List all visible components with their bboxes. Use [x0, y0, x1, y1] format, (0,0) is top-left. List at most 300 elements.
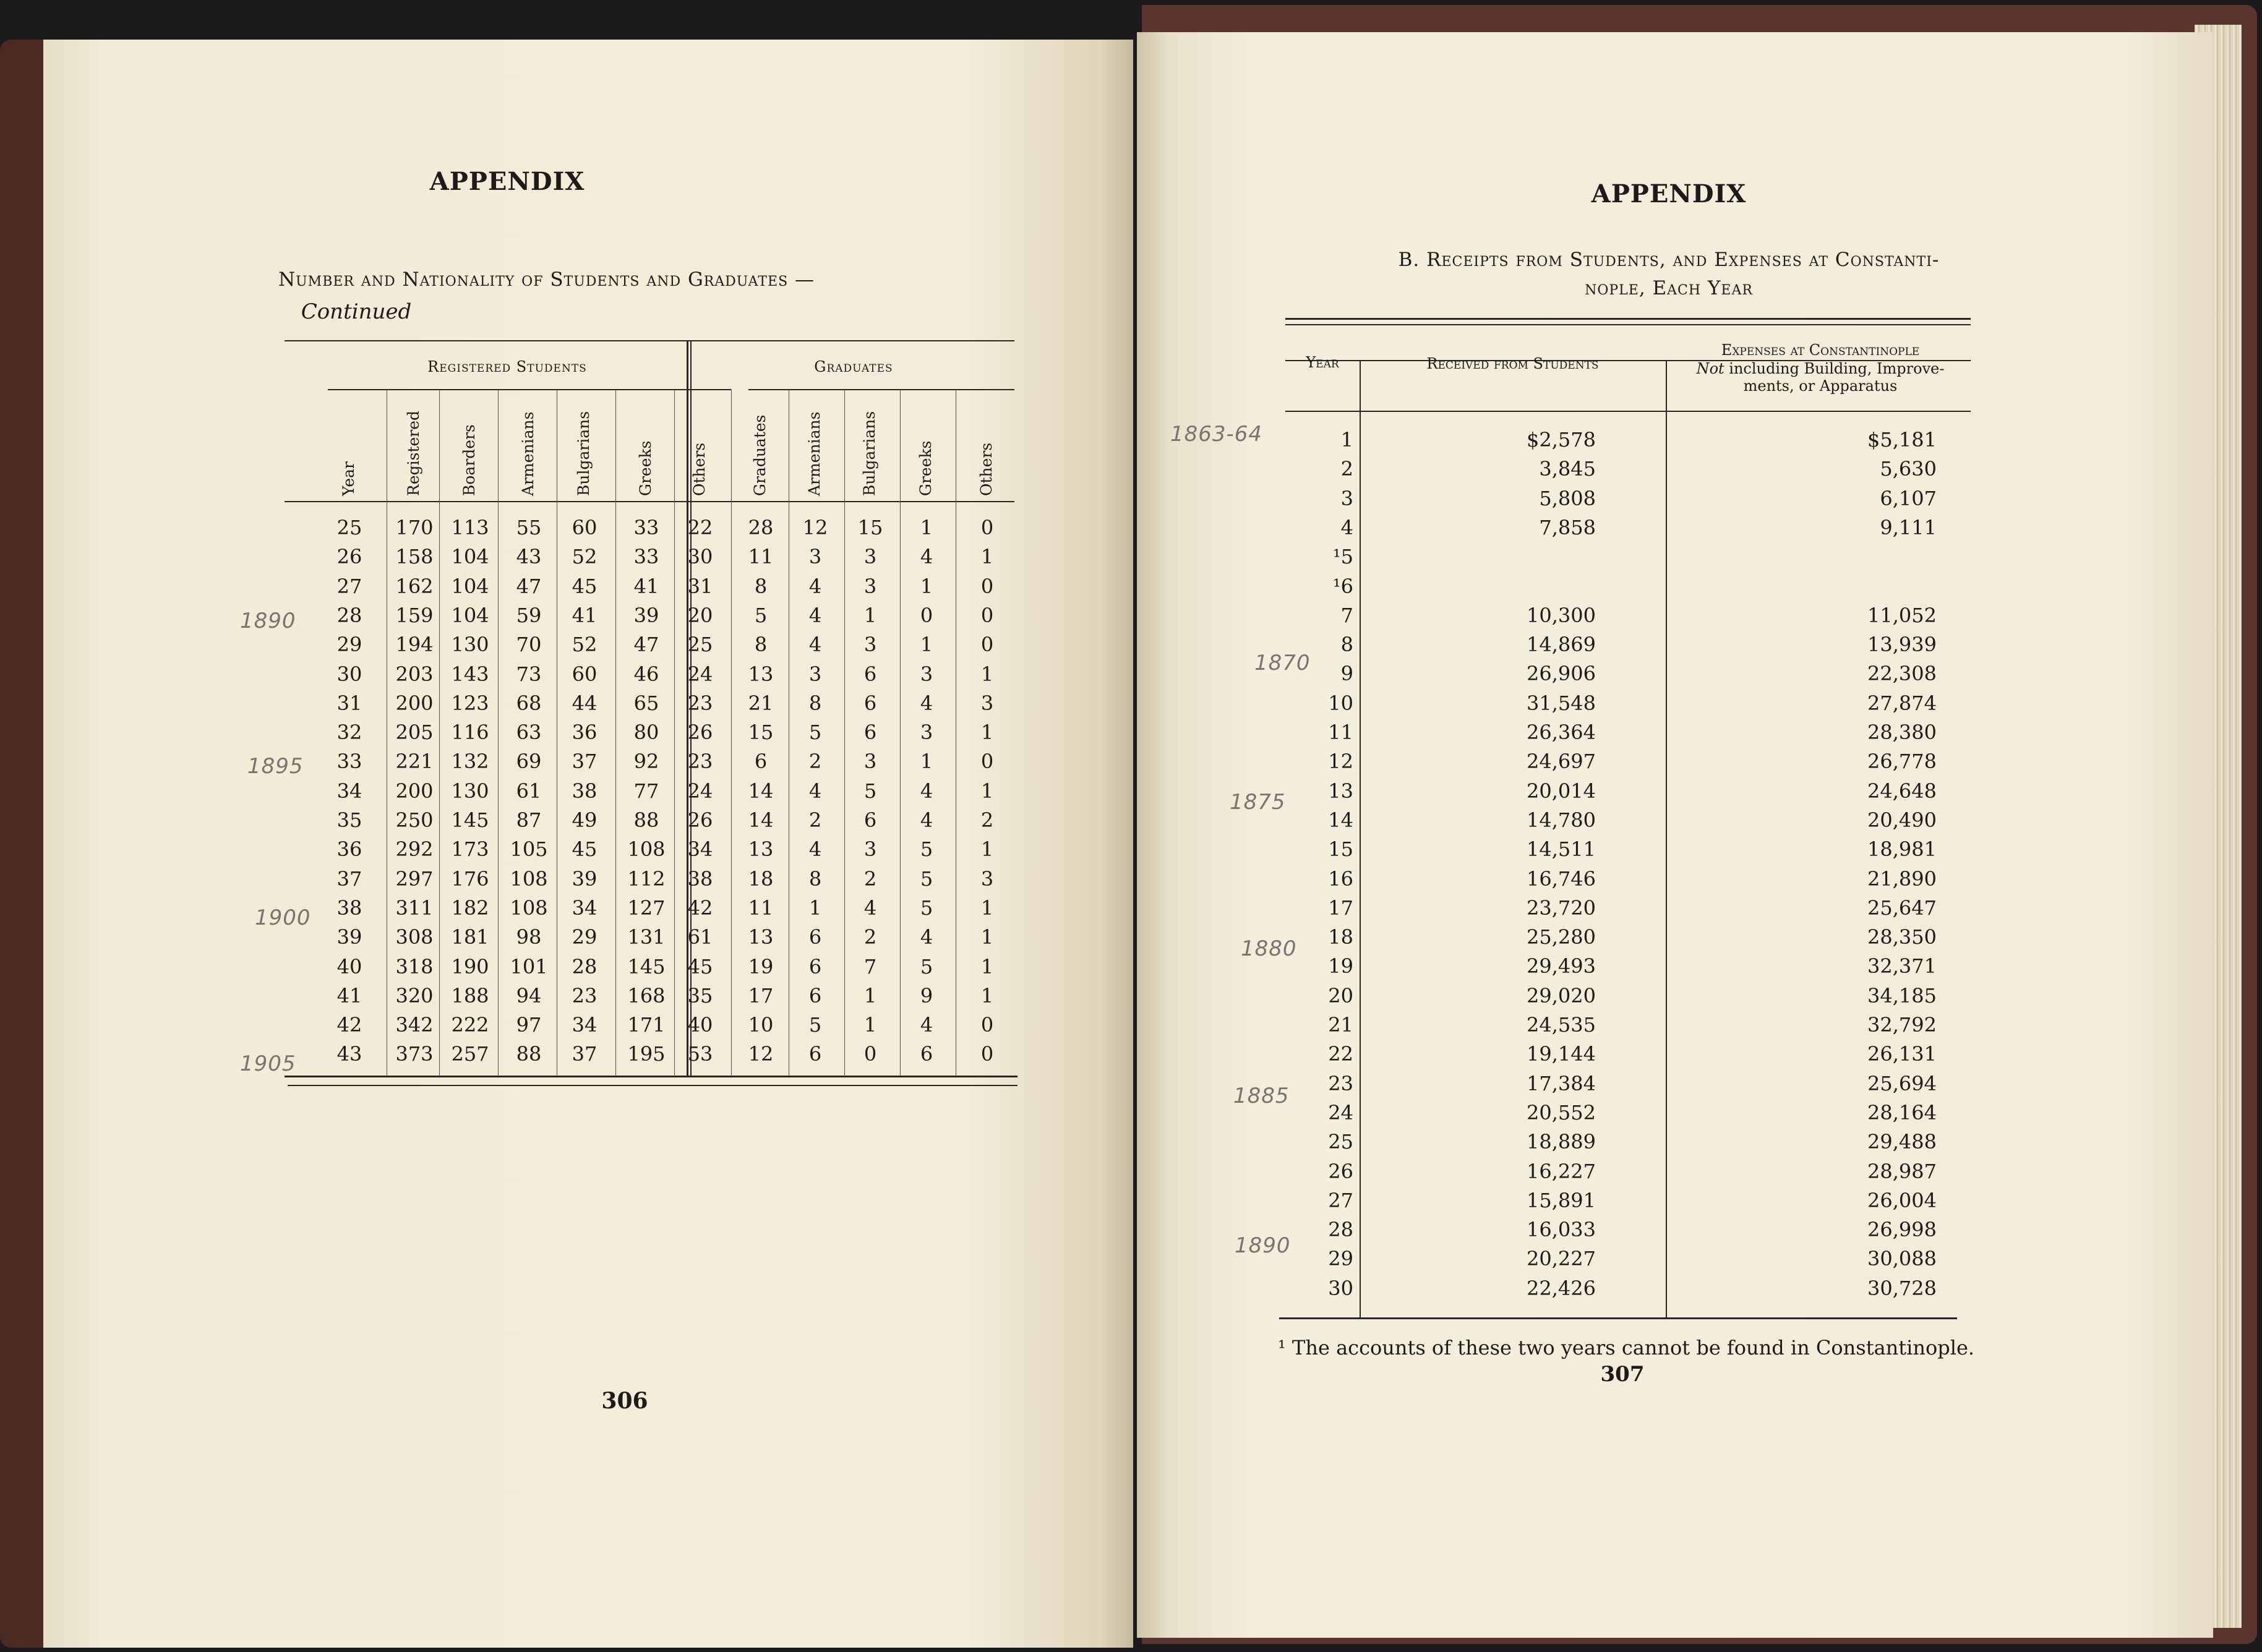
left-table-cell: 1 [863, 1013, 877, 1037]
left-table-cell: 45 [572, 574, 598, 598]
left-table-cell: 3 [980, 691, 994, 715]
left-table-cell: 292 [395, 837, 434, 862]
col-header-year: Year [1306, 354, 1339, 371]
received-value: 15,891 [1527, 1188, 1596, 1212]
right-row-year: 27 [1328, 1188, 1353, 1212]
left-table-cell: 87 [516, 808, 542, 832]
left-table-cell: 104 [451, 603, 489, 627]
left-table-cell: 77 [633, 779, 659, 803]
received-value: 29,020 [1527, 983, 1596, 1008]
left-table-cell: 47 [633, 633, 659, 657]
received-value: 24,535 [1527, 1013, 1596, 1037]
left-row-year: 43 [336, 1042, 362, 1066]
left-table-cell: 94 [516, 983, 542, 1008]
left-table-cell: 33 [633, 516, 659, 539]
left-table-cell: 12 [802, 516, 828, 539]
right-table-caption-line1: B. Receipts from Students, and Expenses at Constanti- [1398, 249, 1940, 271]
left-col-header-greeks-grad: Greeks [917, 440, 935, 496]
left-table-cell: 318 [395, 954, 434, 978]
left-table-cell: 108 [510, 896, 548, 920]
left-table-cell: 1 [808, 896, 822, 920]
left-table-cell: 15 [748, 721, 774, 745]
left-table-cell: 13 [748, 925, 774, 949]
left-table-cell: 6 [754, 750, 768, 774]
left-col-header-armenians: Armenians [519, 411, 537, 496]
right-row-year: 20 [1328, 983, 1353, 1008]
left-table-cell: 168 [627, 983, 666, 1008]
left-table-cell: 195 [627, 1042, 666, 1066]
left-table-cell: 3 [920, 662, 933, 686]
received-value: 26,906 [1527, 662, 1596, 686]
left-table-cell: 36 [572, 721, 598, 745]
right-row-year: 25 [1328, 1130, 1353, 1154]
left-table-cell: 158 [395, 545, 434, 569]
left-table-cell: 1 [980, 662, 994, 686]
left-table-cell: 73 [516, 662, 542, 686]
right-row-year: 1 [1340, 428, 1353, 452]
left-table-cell: 1 [980, 896, 994, 920]
left-table-cell: 14 [748, 779, 774, 803]
expenses-value: 28,380 [1867, 721, 1937, 744]
left-table-cell: 20 [687, 603, 713, 627]
left-table-cell: 33 [633, 545, 659, 569]
group-graduates: Graduates [814, 358, 893, 375]
left-table-cell: 45 [572, 837, 598, 862]
right-row-year: 12 [1328, 750, 1353, 774]
left-table-cell: 88 [633, 808, 659, 832]
expenses-value: 9,111 [1880, 515, 1937, 539]
left-table-cell: 38 [687, 867, 713, 891]
left-table-cell: 30 [687, 545, 713, 569]
left-table-cell: 0 [980, 516, 994, 539]
expenses-value: 18,981 [1867, 837, 1937, 862]
right-page-title: APPENDIX [1591, 179, 1747, 208]
left-table-cell: 1 [920, 633, 933, 657]
right-row-year: 16 [1328, 867, 1353, 891]
left-table-cell: 11 [748, 896, 774, 920]
right-row-year: 22 [1328, 1042, 1353, 1066]
footnote: ¹ The accounts of these two years cannot be found in Constantinople. [1278, 1336, 1975, 1359]
right-row-year: 8 [1340, 633, 1353, 657]
left-table-cell: 171 [627, 1013, 666, 1037]
left-col-header-year: Year [340, 461, 358, 496]
left-table-cell: 8 [754, 633, 768, 657]
left-table-cell: 88 [516, 1042, 542, 1066]
received-value: 26,364 [1527, 721, 1596, 744]
left-table-cell: 101 [510, 954, 548, 978]
pencil-note-1870: 1870 [1254, 651, 1311, 675]
left-table-cell: 53 [687, 1042, 713, 1066]
left-page-number: 306 [601, 1388, 648, 1414]
left-table-cell: 4 [920, 545, 933, 569]
right-row-year: 24 [1328, 1100, 1353, 1124]
left-table-cell: 24 [687, 779, 713, 803]
left-table-cell: 44 [572, 691, 598, 715]
right-row-year: 10 [1328, 691, 1353, 715]
left-table-cell: 250 [395, 808, 434, 832]
left-table-cell: 11 [748, 545, 774, 569]
left-table-cell: 69 [516, 750, 542, 774]
left-table-cell: 46 [633, 662, 659, 686]
right-row-year: 2 [1340, 457, 1353, 481]
left-table-cell: 22 [687, 516, 713, 539]
left-table-cell: 52 [572, 545, 598, 569]
expenses-value: 30,728 [1867, 1276, 1937, 1300]
expenses-value: 29,488 [1867, 1130, 1937, 1154]
left-table-cell: 34 [572, 1013, 598, 1037]
received-value: 16,746 [1527, 867, 1596, 891]
left-table-cell: 170 [395, 516, 434, 539]
left-col-header-others-grad: Others [977, 442, 995, 496]
col-header-expenses-line2: Not including Building, Improve- [1696, 360, 1945, 377]
left-col-header-graduates-grad: Graduates [751, 414, 769, 496]
left-table-cell: 1 [980, 779, 994, 803]
left-row-year: 37 [336, 867, 362, 891]
left-table-cell: 1 [980, 925, 994, 949]
left-col-header-bulgarians: Bulgarians [575, 411, 593, 496]
right-row-year: 18 [1328, 925, 1353, 949]
left-table-cell: 6 [808, 983, 822, 1008]
left-row-year: 34 [336, 779, 362, 803]
left-table-cell: 37 [572, 750, 598, 774]
left-table-cell: 4 [920, 925, 933, 949]
left-row-year: 41 [336, 983, 362, 1008]
received-value: 20,227 [1527, 1247, 1596, 1271]
left-table-cell: 4 [920, 691, 933, 715]
left-table-cell: 4 [808, 603, 822, 627]
left-table-cell: 200 [395, 691, 434, 715]
left-table-cell: 116 [451, 721, 489, 745]
received-value: 20,014 [1527, 779, 1596, 803]
left-table-cell: 3 [863, 545, 877, 569]
received-value: 19,144 [1527, 1042, 1596, 1066]
left-table-cell: 68 [516, 691, 542, 715]
left-table-cell: 205 [395, 721, 434, 745]
left-table-cell: 373 [395, 1042, 434, 1066]
right-row-year: 9 [1340, 662, 1353, 686]
left-table-cell: 98 [516, 925, 542, 949]
left-table-cell: 15 [857, 516, 883, 539]
left-table-cell: 3 [863, 837, 877, 862]
left-table-cell: 3 [863, 633, 877, 657]
left-table-cell: 43 [516, 545, 542, 569]
pencil-note-1895: 1895 [247, 754, 304, 779]
left-table-cell: 5 [920, 837, 933, 862]
received-value: 7,858 [1539, 515, 1596, 539]
pencil-note-1875: 1875 [1230, 790, 1286, 815]
col-header-expenses-line1: Expenses at Constantinople [1721, 341, 1920, 359]
left-table-cell: 6 [863, 721, 877, 745]
right-row-year: 3 [1340, 486, 1353, 510]
pencil-note-1890: 1890 [240, 609, 296, 633]
left-row-year: 27 [336, 574, 362, 598]
left-table-cell: 26 [687, 721, 713, 745]
left-table-cell: 6 [863, 662, 877, 686]
left-table-cell: 60 [572, 516, 598, 539]
right-row-year: 15 [1328, 837, 1353, 862]
left-table-cell: 5 [920, 954, 933, 978]
left-table-cell: 0 [920, 603, 933, 627]
received-value: 10,300 [1527, 603, 1596, 627]
right-row-year: 11 [1328, 721, 1353, 744]
left-col-header-armenians-grad: Armenians [805, 411, 823, 496]
left-table-cell: 132 [451, 750, 489, 774]
left-table-cell: 23 [687, 691, 713, 715]
pencil-note-1880: 1880 [1241, 936, 1297, 961]
left-table-cell: 3 [980, 867, 994, 891]
left-table-cell: 6 [808, 954, 822, 978]
left-table-cell: 8 [754, 574, 768, 598]
left-table-cell: 5 [920, 867, 933, 891]
left-table-cell: 1 [920, 750, 933, 774]
left-table-cell: 0 [980, 750, 994, 774]
left-table-cell: 2 [980, 808, 994, 832]
received-value: 24,697 [1527, 750, 1596, 774]
left-table-cell: 34 [687, 837, 713, 862]
left-table-cell: 70 [516, 633, 542, 657]
right-row-year: 23 [1328, 1071, 1353, 1095]
left-table-cell: 17 [748, 983, 774, 1008]
left-table-cell: 1 [980, 837, 994, 862]
left-table-cell: 297 [395, 867, 434, 891]
left-table-cell: 4 [808, 633, 822, 657]
left-table-cell: 7 [863, 954, 877, 978]
expenses-value: 6,107 [1880, 486, 1937, 510]
left-table-cell: 4 [920, 1013, 933, 1037]
left-table-cell: 6 [808, 925, 822, 949]
right-row-year: 30 [1328, 1276, 1353, 1300]
left-row-year: 36 [336, 837, 362, 862]
expenses-value: 5,630 [1880, 457, 1937, 481]
received-value: 31,548 [1527, 691, 1596, 715]
left-table-cell: 188 [451, 983, 489, 1008]
expenses-value: 26,778 [1867, 750, 1937, 774]
left-table-cell: 63 [516, 721, 542, 745]
received-value: $2,578 [1527, 428, 1596, 452]
left-table-cell: 1 [980, 983, 994, 1008]
right-row-year: 13 [1328, 779, 1353, 803]
left-col-header-others: Others [690, 442, 708, 496]
right-row-year: 19 [1328, 954, 1353, 978]
left-row-year: 25 [336, 516, 362, 539]
left-table-cell: 80 [633, 721, 659, 745]
left-table-cell: 3 [863, 750, 877, 774]
received-value: 16,033 [1527, 1218, 1596, 1242]
received-value: 29,493 [1527, 954, 1596, 978]
left-table-cell: 190 [451, 954, 489, 978]
right-row-year: ¹5 [1332, 545, 1353, 569]
received-value: 20,552 [1527, 1100, 1596, 1124]
left-table-cell: 1 [980, 954, 994, 978]
left-table-cell: 308 [395, 925, 434, 949]
left-table-cell: 3 [863, 574, 877, 598]
received-value: 5,808 [1539, 486, 1596, 510]
left-table-cell: 13 [748, 662, 774, 686]
left-table-cell: 0 [980, 1042, 994, 1066]
left-table-cell: 1 [920, 574, 933, 598]
left-table-cell: 123 [451, 691, 489, 715]
left-table-cell: 10 [748, 1013, 774, 1037]
expenses-value: 32,792 [1867, 1013, 1937, 1037]
left-table-cell: 59 [516, 603, 542, 627]
received-value: 18,889 [1527, 1130, 1596, 1154]
left-table-cell: 39 [633, 603, 659, 627]
left-table-cell: 145 [627, 954, 666, 978]
left-table-cell: 130 [451, 633, 489, 657]
right-row-year: 17 [1328, 896, 1353, 920]
left-row-year: 35 [336, 808, 362, 832]
left-row-year: 33 [336, 750, 362, 774]
received-value: 16,227 [1527, 1159, 1596, 1183]
left-table-cell: 9 [920, 983, 933, 1008]
left-table-cell: 29 [572, 925, 598, 949]
expenses-value: 20,490 [1867, 808, 1937, 832]
left-table-cell: 5 [808, 721, 822, 745]
col-header-expenses-line3: ments, or Apparatus [1743, 377, 1898, 395]
left-table-cell: 203 [395, 662, 434, 686]
right-row-year: 7 [1340, 603, 1353, 627]
left-table-cell: 6 [920, 1042, 933, 1066]
expenses-value: 27,874 [1867, 691, 1937, 715]
received-value: 23,720 [1527, 896, 1596, 920]
left-table-cell: 5 [754, 603, 768, 627]
expenses-value: 28,164 [1867, 1100, 1937, 1124]
expenses-value: 25,647 [1867, 896, 1937, 920]
left-table-cell: 3 [808, 662, 822, 686]
left-table-cell: 42 [687, 896, 713, 920]
left-table-cell: 173 [451, 837, 489, 862]
left-table-cell: 5 [863, 779, 877, 803]
left-table-cell: 61 [516, 779, 542, 803]
left-table-cell: 4 [920, 808, 933, 832]
pencil-note-1890-right: 1890 [1235, 1233, 1291, 1258]
left-table-cell: 222 [451, 1013, 489, 1037]
left-table-cell: 1 [980, 721, 994, 745]
left-table-cell: 1 [863, 983, 877, 1008]
left-row-year: 38 [336, 896, 362, 920]
received-value: 22,426 [1527, 1276, 1596, 1300]
left-table-cell: 26 [687, 808, 713, 832]
left-table-cell: 55 [516, 516, 542, 539]
right-page [1137, 32, 2213, 1638]
left-row-year: 26 [336, 545, 362, 569]
left-col-header-bulgarians-grad: Bulgarians [860, 411, 878, 496]
left-table-cell: 1 [980, 545, 994, 569]
left-table-cell: 31 [687, 574, 713, 598]
left-row-year: 31 [336, 691, 362, 715]
left-row-year: 32 [336, 721, 362, 745]
left-table-cell: 113 [451, 516, 489, 539]
left-table-cell: 162 [395, 574, 434, 598]
pencil-note-1905: 1905 [240, 1051, 296, 1076]
left-table-cell: 28 [748, 516, 774, 539]
left-table-cell: 0 [980, 574, 994, 598]
left-table-cell: 6 [808, 1042, 822, 1066]
col-header-received: Received from Students [1426, 355, 1599, 372]
right-row-year: 29 [1328, 1247, 1353, 1271]
left-table-cell: 0 [980, 633, 994, 657]
left-table-cell: 41 [572, 603, 598, 627]
expenses-value: 28,350 [1867, 925, 1937, 949]
left-table-cell: 320 [395, 983, 434, 1008]
left-row-year: 28 [336, 603, 362, 627]
left-table-cell: 127 [627, 896, 666, 920]
left-table-cell: 65 [633, 691, 659, 715]
left-row-year: 39 [336, 925, 362, 949]
left-table-cell: 23 [572, 983, 598, 1008]
left-table-cell: 19 [748, 954, 774, 978]
left-table-cell: 60 [572, 662, 598, 686]
left-row-year: 29 [336, 633, 362, 657]
left-table-cell: 112 [627, 867, 666, 891]
left-table-cell: 108 [627, 837, 666, 862]
left-table-cell: 40 [687, 1013, 713, 1037]
left-table-cell: 130 [451, 779, 489, 803]
received-value: 14,869 [1527, 633, 1596, 657]
pencil-note-1900: 1900 [255, 905, 311, 930]
expenses-value: 26,004 [1867, 1188, 1937, 1212]
left-table-cell: 45 [687, 954, 713, 978]
left-table-cell: 12 [748, 1042, 774, 1066]
right-table-caption-line2: nople, Each Year [1585, 277, 1753, 299]
received-value: 14,511 [1527, 837, 1596, 862]
expenses-value: 25,694 [1867, 1071, 1937, 1095]
left-page [43, 40, 1133, 1648]
expenses-value: 26,998 [1867, 1218, 1937, 1242]
left-table-cell: 4 [863, 896, 877, 920]
left-table-cell: 61 [687, 925, 713, 949]
group-registered-students: Registered Students [427, 358, 587, 375]
left-table-cell: 257 [451, 1042, 489, 1066]
left-table-caption: Number and Nationality of Students and Graduates — [278, 268, 815, 291]
left-table-cell: 104 [451, 574, 489, 598]
left-table-cell: 6 [863, 808, 877, 832]
left-table-cell: 200 [395, 779, 434, 803]
left-row-year: 40 [336, 954, 362, 978]
left-table-cell: 49 [572, 808, 598, 832]
expenses-value: 13,939 [1867, 633, 1937, 657]
left-table-cell: 1 [920, 516, 933, 539]
right-row-year: 4 [1340, 515, 1353, 539]
right-row-year: 26 [1328, 1159, 1353, 1183]
right-row-year: ¹6 [1332, 574, 1353, 598]
left-table-cell: 14 [748, 808, 774, 832]
expenses-value: 11,052 [1867, 603, 1937, 627]
left-table-cell: 182 [451, 896, 489, 920]
left-table-cell: 34 [572, 896, 598, 920]
left-table-cell: 97 [516, 1013, 542, 1037]
expenses-value: 21,890 [1867, 867, 1937, 891]
right-row-year: 28 [1328, 1218, 1353, 1242]
left-table-cell: 1 [863, 603, 877, 627]
left-table-cell: 24 [687, 662, 713, 686]
left-table-cell: 28 [572, 954, 598, 978]
left-table-cell: 18 [748, 867, 774, 891]
left-table-cell: 2 [808, 808, 822, 832]
left-table-cell: 342 [395, 1013, 434, 1037]
left-table-cell: 4 [808, 837, 822, 862]
expenses-value: 26,131 [1867, 1042, 1937, 1066]
left-table-cell: 47 [516, 574, 542, 598]
left-table-cell: 194 [395, 633, 434, 657]
left-table-cell: 35 [687, 983, 713, 1008]
left-table-cell: 3 [808, 545, 822, 569]
left-table-cell: 311 [395, 896, 434, 920]
left-table-cell: 38 [572, 779, 598, 803]
left-table-cell: 3 [920, 721, 933, 745]
right-row-year: 14 [1328, 808, 1353, 832]
left-table-cell: 5 [920, 896, 933, 920]
